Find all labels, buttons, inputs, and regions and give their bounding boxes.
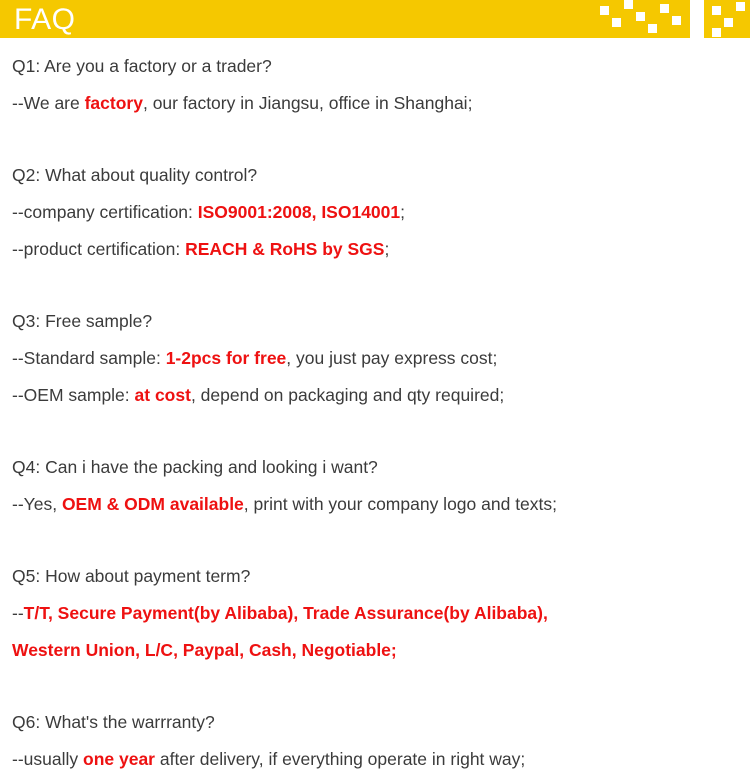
faq-question: Q1: Are you a factory or a trader? (12, 56, 272, 76)
faq-answer (12, 486, 738, 523)
header-pixel-decoration (624, 0, 633, 9)
page-title: FAQ (14, 3, 76, 36)
faq-answer-highlight: 1-2pcs for free (165, 348, 287, 368)
header-pixel-decoration (690, 0, 704, 38)
header-pixel-decoration (600, 6, 609, 15)
faq-answer-highlight: REACH & RoHS by SGS (185, 239, 385, 259)
faq-answer-text: --We are (12, 93, 85, 113)
faq-answer-text: , our factory in Jiangsu, office in Shanghai; (142, 93, 473, 113)
faq-question: Q2: What about quality control? (12, 165, 258, 185)
faq-answer (12, 377, 738, 414)
faq-answer-text: -- (12, 603, 24, 623)
faq-spacer (12, 268, 738, 303)
faq-answer-text: ; (384, 239, 390, 259)
faq-answer-text: --usually (12, 749, 83, 769)
faq-answer (12, 231, 738, 268)
faq-answer-highlight: one year (83, 749, 155, 769)
faq-spacer (12, 669, 738, 704)
faq-question: Q3: Free sample? (12, 311, 153, 331)
header-pixel-decoration (648, 24, 657, 33)
faq-answer-highlight: at cost (134, 385, 191, 405)
faq-answer-text: --OEM sample: (12, 385, 135, 405)
faq-answer-text: , you just pay express cost; (286, 348, 498, 368)
faq-question: Q4: Can i have the packing and looking i want? (12, 457, 378, 477)
faq-answer-text: , depend on packaging and qty required; (190, 385, 505, 405)
faq-answer-text: --product certification: (12, 239, 186, 259)
header-pixel-decoration (712, 6, 721, 15)
faq-spacer (12, 523, 738, 558)
faq-answer (12, 595, 738, 632)
header-pixel-decoration (724, 18, 733, 27)
header-pixel-decoration (712, 28, 721, 37)
faq-answer (12, 741, 738, 778)
faq-answer-text: --Standard sample: (12, 348, 166, 368)
faq-answer-highlight: OEM & ODM available (61, 494, 244, 514)
header-pixel-decoration (736, 2, 745, 11)
faq-answer-highlight: T/T, Secure Payment(by Alibaba), Trade Assurance(by Alibaba), (23, 603, 548, 623)
header-pixel-decoration (672, 16, 681, 25)
faq-spacer (12, 122, 738, 157)
faq-answer-text: --company certification: (12, 202, 198, 222)
faq-answer-highlight: factory (84, 93, 143, 113)
faq-answer-highlight: Western Union, L/C, Paypal, Cash, Negotiable; (12, 640, 397, 660)
faq-answer-text: after delivery, if everything operate in right way; (154, 749, 526, 769)
faq-answer-text: , print with your company logo and texts; (243, 494, 558, 514)
faq-answer (12, 85, 738, 122)
header-pixel-decoration (660, 4, 669, 13)
faq-answer (12, 340, 738, 377)
faq-answer-highlight: ISO9001:2008, ISO14001 (197, 202, 401, 222)
faq-answer (12, 632, 738, 669)
page-header (0, 0, 750, 38)
faq-answer (12, 194, 738, 231)
header-pixel-decoration (612, 18, 621, 27)
faq-spacer (12, 414, 738, 449)
faq-question: Q5: How about payment term? (12, 566, 251, 586)
header-pixel-decoration (636, 12, 645, 21)
faq-answer-text: --Yes, (12, 494, 62, 514)
faq-content (0, 38, 750, 778)
faq-answer-text: ; (400, 202, 406, 222)
faq-question: Q6: What's the warrranty? (12, 712, 215, 732)
